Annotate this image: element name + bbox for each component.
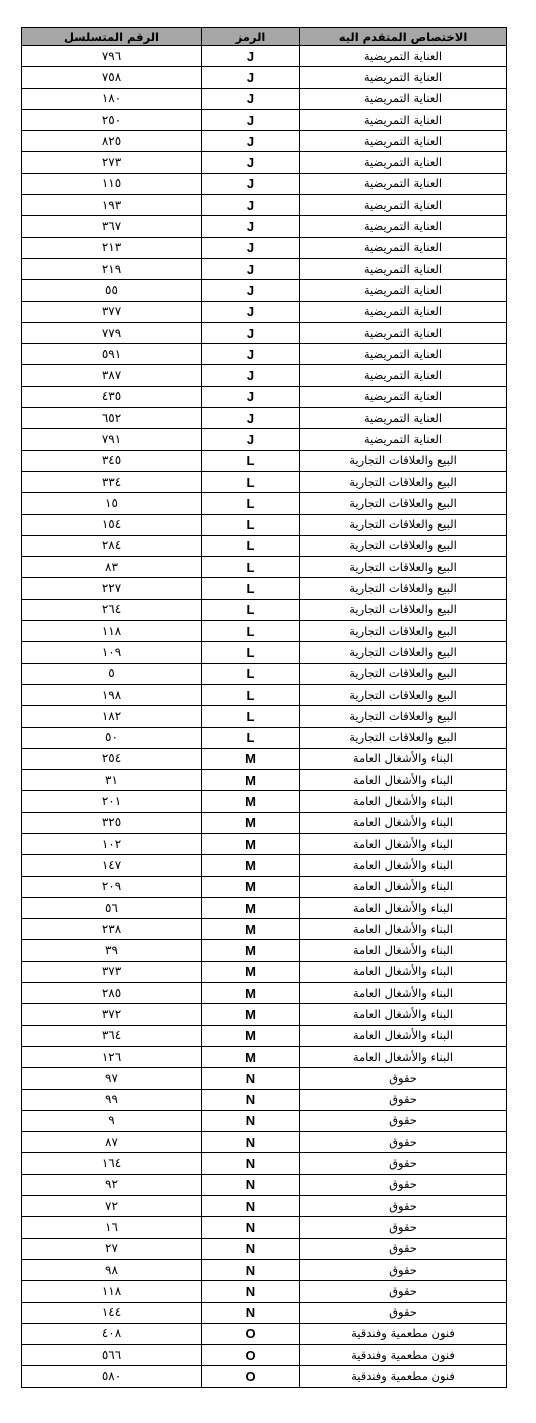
table-row	[22, 1196, 507, 1217]
table-row	[22, 791, 507, 812]
code-cell: N	[202, 1259, 300, 1280]
specialty-cell: العناية التمريضية	[300, 280, 507, 301]
code-cell: L	[202, 642, 300, 663]
serial-number-cell: ١٤٧	[22, 855, 202, 876]
table-row	[22, 1132, 507, 1153]
table-row	[22, 109, 507, 130]
serial-number-cell: ١٦	[22, 1217, 202, 1238]
code-cell: L	[202, 535, 300, 556]
code-cell: O	[202, 1366, 300, 1387]
table-row	[22, 365, 507, 386]
table-row	[22, 961, 507, 982]
specialty-cell: حقوق	[300, 1132, 507, 1153]
table-row	[22, 855, 507, 876]
specialty-cell: البناء والأشغال العامة	[300, 919, 507, 940]
serial-number-cell: ٣٢٥	[22, 812, 202, 833]
serial-number-cell: ١٥	[22, 493, 202, 514]
code-cell: J	[202, 344, 300, 365]
code-cell: L	[202, 557, 300, 578]
specialty-cell: البيع والعلاقات التجارية	[300, 535, 507, 556]
table-row	[22, 919, 507, 940]
serial-number-cell: ٣٤٥	[22, 450, 202, 471]
table-row	[22, 983, 507, 1004]
serial-number-cell: ٧٢	[22, 1196, 202, 1217]
applicants-table	[21, 27, 507, 1388]
specialty-cell: العناية التمريضية	[300, 408, 507, 429]
table-row	[22, 621, 507, 642]
code-cell: J	[202, 173, 300, 194]
table-row	[22, 1259, 507, 1280]
table-row	[22, 1323, 507, 1344]
code-cell: J	[202, 408, 300, 429]
serial-number-cell: ٥٦	[22, 897, 202, 918]
serial-number-cell: ٩٧	[22, 1068, 202, 1089]
table-row	[22, 280, 507, 301]
serial-number-cell: ٥٩١	[22, 344, 202, 365]
code-cell: M	[202, 919, 300, 940]
code-cell: M	[202, 748, 300, 769]
code-cell: N	[202, 1238, 300, 1259]
specialty-cell: البناء والأشغال العامة	[300, 876, 507, 897]
code-cell: J	[202, 195, 300, 216]
serial-number-cell: ٣٧٧	[22, 301, 202, 322]
serial-number-cell: ٨٧	[22, 1132, 202, 1153]
specialty-cell: العناية التمريضية	[300, 195, 507, 216]
table-row	[22, 1046, 507, 1067]
code-cell: M	[202, 1004, 300, 1025]
code-cell: J	[202, 386, 300, 407]
serial-number-cell: ٣٦٧	[22, 216, 202, 237]
serial-number-cell: ٢٣٨	[22, 919, 202, 940]
code-cell: N	[202, 1196, 300, 1217]
code-cell: M	[202, 812, 300, 833]
specialty-cell: البيع والعلاقات التجارية	[300, 557, 507, 578]
serial-number-cell: ٧٩٦	[22, 46, 202, 67]
specialty-cell: العناية التمريضية	[300, 67, 507, 88]
code-cell: J	[202, 237, 300, 258]
serial-number-cell: ٢١٩	[22, 258, 202, 279]
serial-number-cell: ٢١٣	[22, 237, 202, 258]
code-cell: N	[202, 1089, 300, 1110]
code-cell: N	[202, 1110, 300, 1131]
table-row	[22, 173, 507, 194]
serial-number-cell: ٣٧٢	[22, 1004, 202, 1025]
specialty-cell: البناء والأشغال العامة	[300, 1025, 507, 1046]
serial-number-cell: ٢٦٤	[22, 599, 202, 620]
table-row	[22, 1281, 507, 1302]
serial-number-cell: ٢٨٥	[22, 983, 202, 1004]
code-cell: J	[202, 258, 300, 279]
serial-number-cell: ٨٢٥	[22, 131, 202, 152]
code-cell: N	[202, 1174, 300, 1195]
specialty-cell: البيع والعلاقات التجارية	[300, 727, 507, 748]
serial-number-cell: ٣٣٤	[22, 471, 202, 492]
code-cell: L	[202, 684, 300, 705]
table-row	[22, 684, 507, 705]
serial-number-cell: ٧٥٨	[22, 67, 202, 88]
serial-number-cell: ١٢٦	[22, 1046, 202, 1067]
table-row	[22, 1068, 507, 1089]
serial-number-cell: ١١٨	[22, 621, 202, 642]
serial-number-cell: ١٨٢	[22, 706, 202, 727]
serial-number-cell: ٢٧	[22, 1238, 202, 1259]
specialty-cell: العناية التمريضية	[300, 344, 507, 365]
table-row	[22, 131, 507, 152]
table-row	[22, 833, 507, 854]
specialty-cell: العناية التمريضية	[300, 109, 507, 130]
specialty-cell: البيع والعلاقات التجارية	[300, 663, 507, 684]
serial-number-cell: ٧٩١	[22, 429, 202, 450]
serial-number-cell: ٣٧٣	[22, 961, 202, 982]
table-row	[22, 535, 507, 556]
code-cell: L	[202, 621, 300, 642]
specialty-cell: حقوق	[300, 1259, 507, 1280]
specialty-cell: فنون مطعمية وفندقية	[300, 1323, 507, 1344]
code-cell: M	[202, 961, 300, 982]
code-cell: J	[202, 109, 300, 130]
code-cell: L	[202, 514, 300, 535]
table-row	[22, 514, 507, 535]
specialty-cell: فنون مطعمية وفندقية	[300, 1366, 507, 1387]
code-cell: M	[202, 876, 300, 897]
specialty-cell: العناية التمريضية	[300, 88, 507, 109]
serial-number-cell: ٥٦٦	[22, 1345, 202, 1366]
serial-number-cell: ٣٨٧	[22, 365, 202, 386]
code-cell: M	[202, 791, 300, 812]
code-cell: N	[202, 1068, 300, 1089]
serial-number-cell: ٨٣	[22, 557, 202, 578]
specialty-cell: البيع والعلاقات التجارية	[300, 514, 507, 535]
serial-number-cell: ١٠٩	[22, 642, 202, 663]
specialty-cell: البناء والأشغال العامة	[300, 983, 507, 1004]
header-specialty: الاختصاص المتقدم اليه	[300, 28, 507, 46]
table-row	[22, 344, 507, 365]
specialty-cell: حقوق	[300, 1110, 507, 1131]
specialty-cell: البناء والأشغال العامة	[300, 961, 507, 982]
table-row	[22, 557, 507, 578]
specialty-cell: البيع والعلاقات التجارية	[300, 578, 507, 599]
specialty-cell: العناية التمريضية	[300, 322, 507, 343]
serial-number-cell: ١٨٠	[22, 88, 202, 109]
code-cell: J	[202, 46, 300, 67]
code-cell: L	[202, 599, 300, 620]
code-cell: L	[202, 727, 300, 748]
serial-number-cell: ٢٢٧	[22, 578, 202, 599]
serial-number-cell: ٩٨	[22, 1259, 202, 1280]
specialty-cell: العناية التمريضية	[300, 173, 507, 194]
code-cell: M	[202, 897, 300, 918]
code-cell: N	[202, 1217, 300, 1238]
serial-number-cell: ٢٥٤	[22, 748, 202, 769]
table-row	[22, 258, 507, 279]
specialty-cell: البيع والعلاقات التجارية	[300, 450, 507, 471]
specialty-cell: حقوق	[300, 1153, 507, 1174]
header-serial: الرقم المتسلسل	[22, 28, 202, 46]
table-row	[22, 748, 507, 769]
serial-number-cell: ٣٩	[22, 940, 202, 961]
table-row	[22, 46, 507, 67]
specialty-cell: البناء والأشغال العامة	[300, 940, 507, 961]
specialty-cell: حقوق	[300, 1281, 507, 1302]
code-cell: N	[202, 1281, 300, 1302]
code-cell: L	[202, 663, 300, 684]
table-row	[22, 727, 507, 748]
code-cell: L	[202, 706, 300, 727]
specialty-cell: العناية التمريضية	[300, 365, 507, 386]
specialty-cell: العناية التمريضية	[300, 216, 507, 237]
serial-number-cell: ٩	[22, 1110, 202, 1131]
serial-number-cell: ١١٨	[22, 1281, 202, 1302]
serial-number-cell: ٢٧٣	[22, 152, 202, 173]
table-row	[22, 876, 507, 897]
table-row	[22, 770, 507, 791]
specialty-cell: العناية التمريضية	[300, 429, 507, 450]
code-cell: L	[202, 493, 300, 514]
table-row	[22, 429, 507, 450]
table-row	[22, 1366, 507, 1387]
table-row	[22, 471, 507, 492]
header-code: الرمز	[202, 28, 300, 46]
table-row	[22, 386, 507, 407]
table-row	[22, 216, 507, 237]
serial-number-cell: ٩٩	[22, 1089, 202, 1110]
table-header	[22, 28, 507, 46]
code-cell: J	[202, 429, 300, 450]
table-row	[22, 1174, 507, 1195]
serial-number-cell: ٢٠١	[22, 791, 202, 812]
serial-number-cell: ١٤٤	[22, 1302, 202, 1323]
table-row	[22, 599, 507, 620]
table-row	[22, 152, 507, 173]
code-cell: L	[202, 450, 300, 471]
specialty-cell: البيع والعلاقات التجارية	[300, 493, 507, 514]
table-row	[22, 642, 507, 663]
table-row	[22, 301, 507, 322]
serial-number-cell: ٢٠٩	[22, 876, 202, 897]
code-cell: M	[202, 1025, 300, 1046]
specialty-cell: البناء والأشغال العامة	[300, 812, 507, 833]
specialty-cell: العناية التمريضية	[300, 237, 507, 258]
serial-number-cell: ١٦٤	[22, 1153, 202, 1174]
serial-number-cell: ٢٨٤	[22, 535, 202, 556]
serial-number-cell: ٣٦٤	[22, 1025, 202, 1046]
code-cell: J	[202, 365, 300, 386]
serial-number-cell: ٦٥٢	[22, 408, 202, 429]
serial-number-cell: ١٠٢	[22, 833, 202, 854]
table-body	[22, 46, 507, 1388]
serial-number-cell: ١٥٤	[22, 514, 202, 535]
table-row	[22, 1089, 507, 1110]
specialty-cell: حقوق	[300, 1068, 507, 1089]
table-row	[22, 493, 507, 514]
serial-number-cell: ٥٨٠	[22, 1366, 202, 1387]
specialty-cell: البناء والأشغال العامة	[300, 770, 507, 791]
serial-number-cell: ٧٧٩	[22, 322, 202, 343]
specialty-cell: البناء والأشغال العامة	[300, 897, 507, 918]
code-cell: O	[202, 1323, 300, 1344]
specialty-cell: البيع والعلاقات التجارية	[300, 599, 507, 620]
specialty-cell: حقوق	[300, 1238, 507, 1259]
table-row	[22, 1217, 507, 1238]
serial-number-cell: ٥٥	[22, 280, 202, 301]
specialty-cell: حقوق	[300, 1089, 507, 1110]
code-cell: J	[202, 152, 300, 173]
table-row	[22, 1238, 507, 1259]
table-row	[22, 812, 507, 833]
specialty-cell: العناية التمريضية	[300, 152, 507, 173]
specialty-cell: البيع والعلاقات التجارية	[300, 706, 507, 727]
table-row	[22, 897, 507, 918]
table-row	[22, 322, 507, 343]
serial-number-cell: ٢٥٠	[22, 109, 202, 130]
table-row	[22, 1153, 507, 1174]
serial-number-cell: ١٩٨	[22, 684, 202, 705]
code-cell: N	[202, 1153, 300, 1174]
specialty-cell: البيع والعلاقات التجارية	[300, 621, 507, 642]
specialty-cell: حقوق	[300, 1302, 507, 1323]
specialty-cell: البناء والأشغال العامة	[300, 791, 507, 812]
table-row	[22, 237, 507, 258]
code-cell: L	[202, 471, 300, 492]
code-cell: N	[202, 1132, 300, 1153]
code-cell: N	[202, 1302, 300, 1323]
table-row	[22, 663, 507, 684]
table-row	[22, 1345, 507, 1366]
serial-number-cell: ٣١	[22, 770, 202, 791]
serial-number-cell: ٥	[22, 663, 202, 684]
code-cell: M	[202, 1046, 300, 1067]
serial-number-cell: ٤٠٨	[22, 1323, 202, 1344]
specialty-cell: البيع والعلاقات التجارية	[300, 642, 507, 663]
specialty-cell: حقوق	[300, 1174, 507, 1195]
specialty-cell: العناية التمريضية	[300, 386, 507, 407]
code-cell: L	[202, 578, 300, 599]
serial-number-cell: ١١٥	[22, 173, 202, 194]
serial-number-cell: ٩٢	[22, 1174, 202, 1195]
code-cell: J	[202, 280, 300, 301]
code-cell: M	[202, 940, 300, 961]
table-row	[22, 450, 507, 471]
code-cell: J	[202, 301, 300, 322]
specialty-cell: العناية التمريضية	[300, 301, 507, 322]
table-row	[22, 195, 507, 216]
code-cell: J	[202, 67, 300, 88]
table-row	[22, 1004, 507, 1025]
serial-number-cell: ٥٠	[22, 727, 202, 748]
specialty-cell: العناية التمريضية	[300, 131, 507, 152]
code-cell: J	[202, 88, 300, 109]
table-row	[22, 88, 507, 109]
specialty-cell: البناء والأشغال العامة	[300, 1046, 507, 1067]
specialty-cell: حقوق	[300, 1196, 507, 1217]
specialty-cell: حقوق	[300, 1217, 507, 1238]
code-cell: M	[202, 983, 300, 1004]
specialty-cell: العناية التمريضية	[300, 258, 507, 279]
code-cell: J	[202, 131, 300, 152]
code-cell: O	[202, 1345, 300, 1366]
code-cell: J	[202, 322, 300, 343]
specialty-cell: البناء والأشغال العامة	[300, 1004, 507, 1025]
specialty-cell: البيع والعلاقات التجارية	[300, 471, 507, 492]
code-cell: J	[202, 216, 300, 237]
table-row	[22, 940, 507, 961]
specialty-cell: العناية التمريضية	[300, 46, 507, 67]
code-cell: M	[202, 855, 300, 876]
header-row	[22, 28, 507, 46]
table-row	[22, 67, 507, 88]
serial-number-cell: ١٩٣	[22, 195, 202, 216]
table-row	[22, 408, 507, 429]
specialty-cell: فنون مطعمية وفندقية	[300, 1345, 507, 1366]
specialty-cell: البناء والأشغال العامة	[300, 833, 507, 854]
serial-number-cell: ٤٣٥	[22, 386, 202, 407]
specialty-cell: البناء والأشغال العامة	[300, 855, 507, 876]
table-row	[22, 706, 507, 727]
table-row	[22, 1025, 507, 1046]
table-row	[22, 1110, 507, 1131]
specialty-cell: البيع والعلاقات التجارية	[300, 684, 507, 705]
code-cell: M	[202, 770, 300, 791]
code-cell: M	[202, 833, 300, 854]
table-row	[22, 578, 507, 599]
table-row	[22, 1302, 507, 1323]
specialty-cell: البناء والأشغال العامة	[300, 748, 507, 769]
